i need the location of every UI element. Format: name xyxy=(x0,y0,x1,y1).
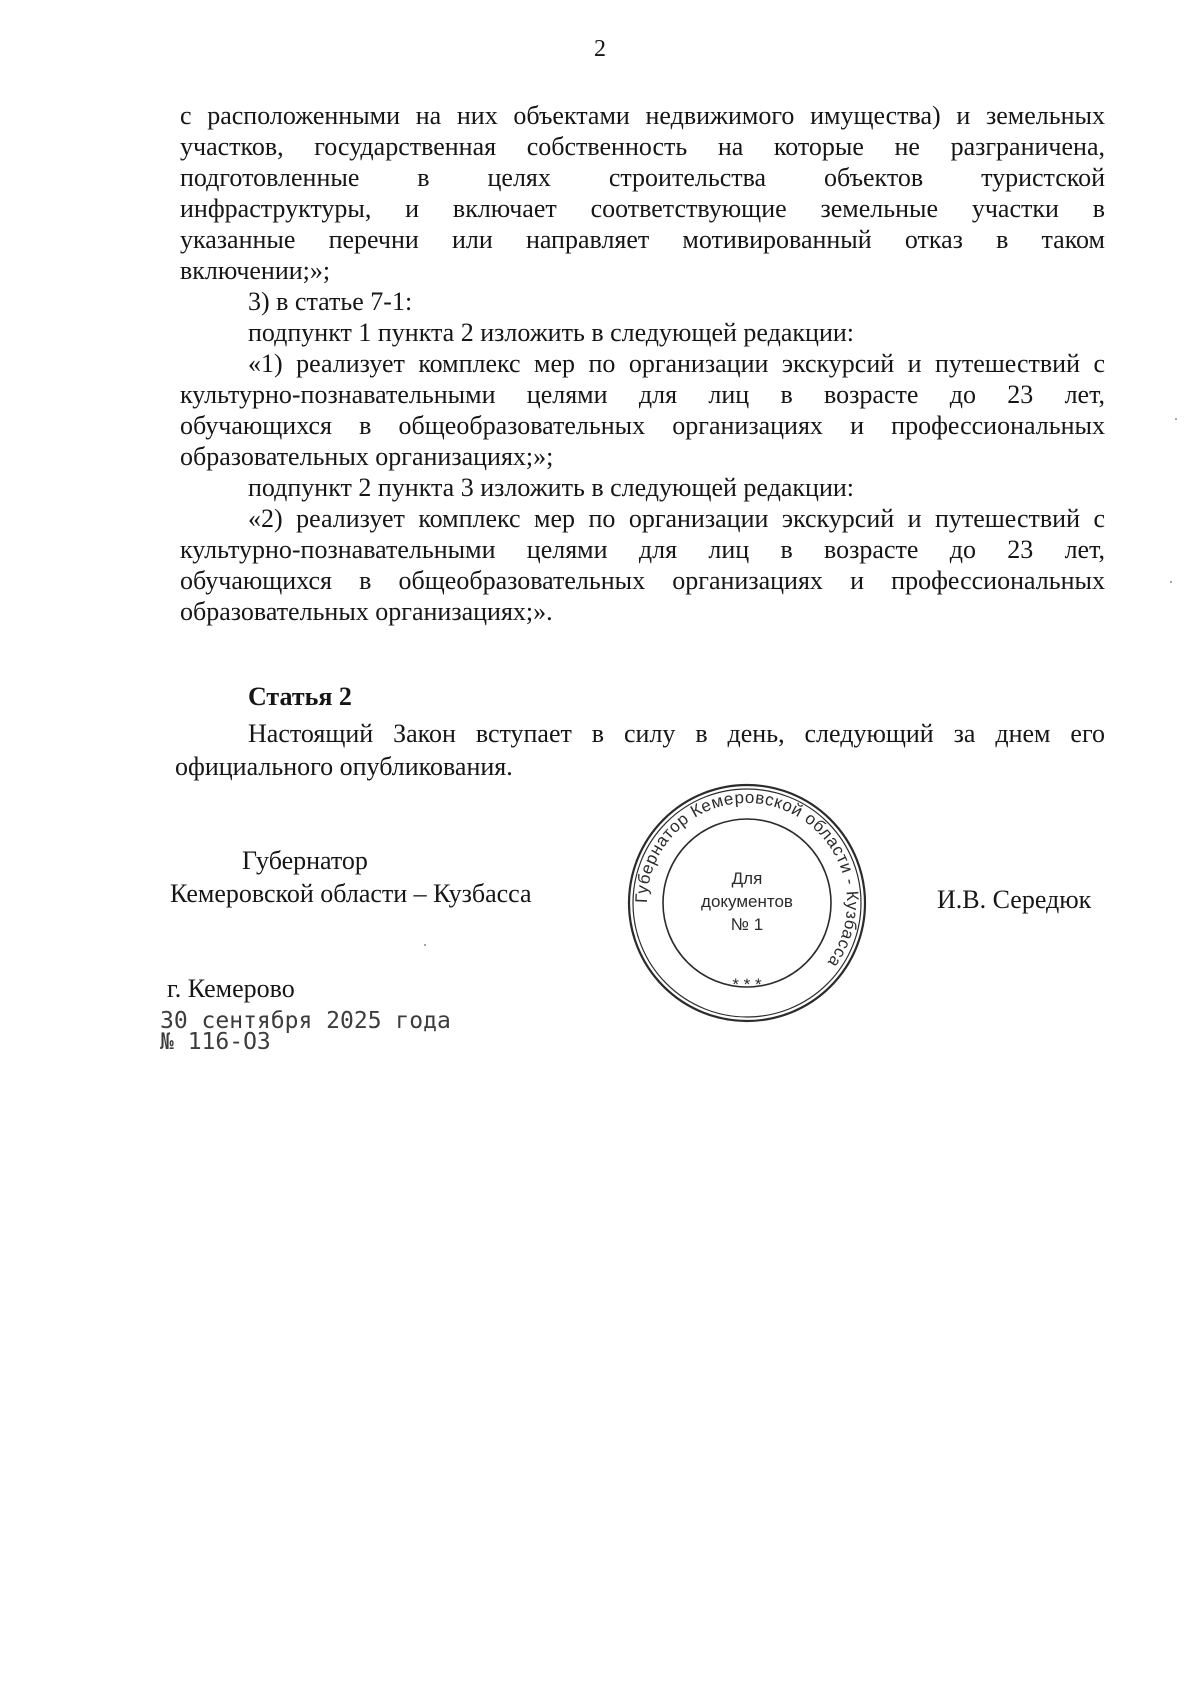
signatory-title xyxy=(170,844,570,910)
article-2-text: Настоящий Закон вступает в силу в день, следующий за днем его официального опубликования. xyxy=(175,719,1105,781)
text-line: «2) реализует комплекс мер по организации экскурсий и путешествий с xyxy=(248,504,1105,533)
signatory-position: Губернатор xyxy=(242,846,368,875)
text-line: участков, государственная собственность на которые не разграничена, xyxy=(180,132,1105,161)
text-line: подготовленные в целях строительства объектов туристской xyxy=(180,163,1105,192)
text-line: культурно-познавательными целями для лиц в возрасте до 23 лет, xyxy=(180,380,1105,409)
amendment-instruction: подпункт 1 пункта 2 изложить в следующей редакции: xyxy=(248,318,854,347)
text-line: указанные перечни или направляет мотивированный отказ в таком xyxy=(180,225,1105,254)
page-number: 2 xyxy=(594,36,606,62)
seal-ring-text-path: Губернатор Кемеровской области - Кузбасса xyxy=(631,787,863,972)
seal-center-line-2: документов xyxy=(701,892,793,911)
law-date: 30 сентября 2025 года xyxy=(160,1008,451,1034)
text-line: включении;»; xyxy=(180,256,331,285)
official-seal-stamp xyxy=(626,782,868,1024)
text-line: образовательных организациях;»; xyxy=(180,442,554,471)
article-2-body xyxy=(175,717,1105,783)
text-line: обучающихся в общеобразовательных организациях и профессиональных xyxy=(180,566,1105,595)
text-line: инфраструктуры, и включает соответствующие земельные участки в xyxy=(180,194,1105,223)
text-line: с расположенными на них объектами недвижимого имущества) и земельных xyxy=(180,101,1105,130)
seal-bottom-mark: * * * xyxy=(732,975,762,994)
scan-speck xyxy=(1175,418,1177,420)
law-amendments-text xyxy=(180,100,1105,627)
amendment-heading: 3) в статье 7-1: xyxy=(248,287,413,316)
seal-center-line-1: Для xyxy=(731,869,763,888)
article-2-title: Статья 2 xyxy=(248,682,352,711)
scan-speck xyxy=(424,944,426,946)
law-number: № 116-ОЗ xyxy=(160,1029,271,1055)
text-line: культурно-познавательными целями для лиц в возрасте до 23 лет, xyxy=(180,535,1105,564)
place-of-signing: г. Кемерово xyxy=(167,974,295,1003)
signatory-name: И.В. Середюк xyxy=(937,885,1092,914)
signatory-region: Кемеровской области – Кузбасса xyxy=(170,879,532,908)
seal-center-line-3: № 1 xyxy=(730,915,764,934)
scan-speck xyxy=(1170,581,1172,583)
amendment-instruction: подпункт 2 пункта 3 изложить в следующей редакции: xyxy=(248,473,854,502)
text-line: образовательных организациях;». xyxy=(180,597,553,626)
text-line: «1) реализует комплекс мер по организации экскурсий и путешествий с xyxy=(248,349,1105,378)
text-line: обучающихся в общеобразовательных организациях и профессиональных xyxy=(180,411,1105,440)
